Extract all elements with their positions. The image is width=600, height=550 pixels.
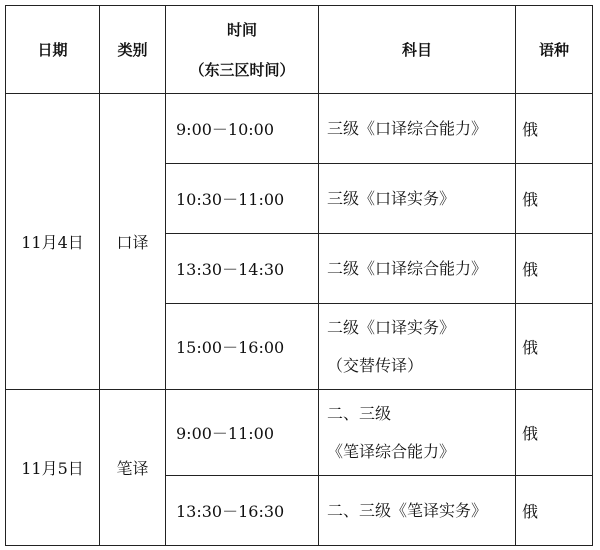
language-cell: 俄 bbox=[516, 390, 593, 476]
subject-cell bbox=[319, 234, 516, 304]
category-cell: 笔译 bbox=[100, 390, 166, 546]
time-cell: 15:00－16:00 bbox=[166, 304, 319, 390]
time-cell: 13:30－14:30 bbox=[166, 234, 319, 304]
exam-schedule-table bbox=[5, 5, 593, 546]
time-cell: 9:00－11:00 bbox=[166, 390, 319, 476]
header-date: 日期 bbox=[6, 6, 100, 94]
subject-line: 三级《口译综合能力》 bbox=[327, 118, 488, 138]
subject-line: 二、三级 bbox=[327, 403, 392, 423]
table-row bbox=[6, 94, 593, 164]
language-cell: 俄 bbox=[516, 476, 593, 546]
table-row bbox=[6, 390, 593, 476]
subject-line: 《笔译综合能力》 bbox=[327, 441, 456, 461]
time-cell: 10:30－11:00 bbox=[166, 164, 319, 234]
subject-cell bbox=[319, 94, 516, 164]
subject-line: 二、三级《笔译实务》 bbox=[327, 500, 488, 520]
subject-cell bbox=[319, 304, 516, 390]
subject-line: （交替传译） bbox=[327, 355, 424, 375]
time-cell: 9:00－10:00 bbox=[166, 94, 319, 164]
header-time-zone: （东三区时间） bbox=[189, 60, 295, 79]
header-subject: 科目 bbox=[319, 6, 516, 94]
header-category: 类别 bbox=[100, 6, 166, 94]
subject-cell bbox=[319, 390, 516, 476]
subject-cell bbox=[319, 476, 516, 546]
subject-line: 二级《口译实务》 bbox=[327, 317, 456, 337]
category-cell: 口译 bbox=[100, 94, 166, 390]
language-cell: 俄 bbox=[516, 304, 593, 390]
language-cell: 俄 bbox=[516, 234, 593, 304]
language-cell: 俄 bbox=[516, 94, 593, 164]
subject-cell bbox=[319, 164, 516, 234]
header-time bbox=[166, 6, 319, 94]
subject-line: 三级《口译实务》 bbox=[327, 188, 456, 208]
language-cell: 俄 bbox=[516, 164, 593, 234]
header-language: 语种 bbox=[516, 6, 593, 94]
date-cell: 11月5日 bbox=[6, 390, 100, 546]
header-time-label: 时间 bbox=[226, 20, 257, 39]
subject-line: 二级《口译综合能力》 bbox=[327, 258, 488, 278]
time-cell: 13:30－16:30 bbox=[166, 476, 319, 546]
header-row bbox=[6, 6, 593, 94]
date-cell: 11月4日 bbox=[6, 94, 100, 390]
